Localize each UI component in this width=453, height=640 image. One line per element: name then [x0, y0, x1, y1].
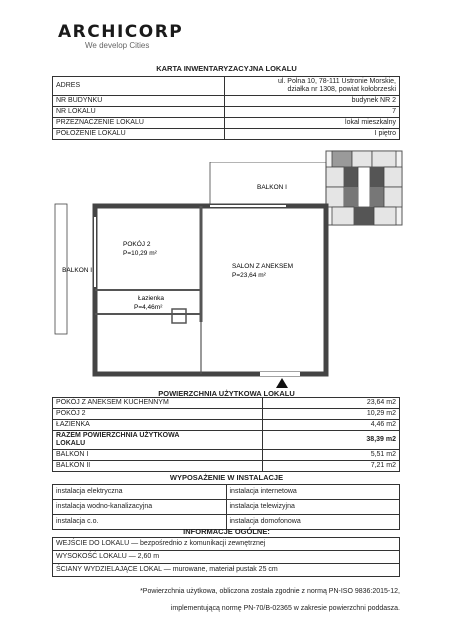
balcony-value: 5,51 m2: [263, 450, 400, 461]
room-label: Łazienka: [138, 295, 165, 302]
room-label: POKÓJ 2: [123, 241, 151, 248]
area-value: 23,64 m2: [263, 398, 400, 409]
floor-plan: [50, 162, 330, 392]
general-item: WEJŚCIE DO LOKALU — bezpośrednio z komunikacji zewnętrznej: [53, 538, 400, 551]
total-label-line-1: RAZEM POWIERZCHNIA UŻYTKOWA: [56, 432, 180, 440]
address-line-2: działka nr 1308, powiat kołobrzeski: [287, 86, 396, 94]
equipment-section-title: WYPOSAŻENIE W INSTALACJE: [169, 473, 284, 482]
logo-wordmark: ARCHICORP: [58, 22, 184, 42]
table-row: [53, 500, 400, 515]
info-label: NR LOKALU: [53, 107, 225, 118]
area-value: 10,29 m2: [263, 409, 400, 420]
table-row: [53, 409, 400, 420]
general-item: WYSOKOŚĆ LOKALU — 2,60 m: [53, 551, 400, 564]
key-plan-stair: [344, 167, 358, 187]
key-plan: [325, 150, 403, 226]
entry-arrow-icon: [276, 378, 288, 388]
equipment-item: instalacja telewizyjna: [226, 500, 400, 515]
area-value: 4,46 m2: [263, 420, 400, 431]
total-value: 38,39 m2: [263, 431, 400, 450]
info-label: ADRES: [53, 77, 225, 96]
key-plan-core: [344, 187, 358, 207]
table-row: [53, 129, 400, 140]
general-section-title: INFORMACJE OGÓLNE:: [183, 527, 270, 536]
room-area: P=23,64 m²: [232, 272, 266, 279]
unit-info-table: [52, 76, 400, 140]
table-row: [53, 96, 400, 107]
room-area: P=4,46m²: [134, 304, 163, 311]
info-value: lokal mieszkalny: [225, 118, 400, 129]
area-section-title: POWIERZCHNIA UŻYTKOWA LOKALU: [158, 389, 295, 398]
table-row: [53, 450, 400, 461]
balcony-2-label: BALKON II: [62, 267, 94, 274]
info-value: 7: [225, 107, 400, 118]
key-plan-stair: [370, 167, 384, 187]
info-value: [225, 77, 400, 96]
table-row: [53, 551, 400, 564]
info-value: I piętro: [225, 129, 400, 140]
key-plan-unit: [372, 151, 396, 167]
key-plan-core: [370, 187, 384, 207]
total-label: [53, 431, 263, 450]
balcony-1-label: BALKON I: [257, 184, 287, 191]
equipment-item: instalacja wodno-kanalizacyjna: [53, 500, 227, 515]
room-label: SALON Z ANEKSEM: [232, 263, 294, 270]
info-label: PRZEZNACZENIE LOKALU: [53, 118, 225, 129]
table-row: [53, 77, 400, 96]
info-label: NR BUDYNKU: [53, 96, 225, 107]
equipment-table: [52, 484, 400, 530]
table-row: [53, 107, 400, 118]
table-row: [53, 118, 400, 129]
general-item: ŚCIANY WYDZIELAJĄCE LOKAL — murowane, materiał pustak 25 cm: [53, 564, 400, 577]
area-label: POKÓJ 2: [53, 409, 263, 420]
table-row: [53, 538, 400, 551]
table-row: [53, 420, 400, 431]
card-title: KARTA INWENTARYZACYJNA LOKALU: [156, 64, 297, 73]
general-info-table: [52, 537, 400, 577]
equipment-item: instalacja elektryczna: [53, 485, 227, 500]
key-plan-corridor: [358, 167, 370, 207]
table-row: [53, 485, 400, 500]
key-plan-stair: [354, 207, 374, 225]
room-area: P=10,29 m²: [123, 250, 157, 257]
key-plan-unit: [332, 207, 354, 225]
area-label: ŁAZIENKA: [53, 420, 263, 431]
table-row: [53, 564, 400, 577]
table-row: [53, 461, 400, 472]
key-plan-unit: [384, 167, 402, 187]
key-plan-unit: [374, 207, 396, 225]
equipment-item: instalacja internetowa: [226, 485, 400, 500]
key-plan-unit: [384, 187, 402, 207]
balcony-label: BALKON I: [53, 450, 263, 461]
table-row: [53, 398, 400, 409]
equipment-item: instalacja domofonowa: [226, 515, 400, 530]
highlighted-unit: [332, 151, 352, 167]
area-table: [52, 397, 400, 472]
area-label: POKÓJ Z ANEKSEM KUCHENNYM: [53, 398, 263, 409]
footnote-line-1: *Powierzchnia użytkowa, obliczona została zgodnie z normą PN-ISO 9836:2015-12,: [140, 588, 400, 595]
total-row: [53, 431, 400, 450]
shaft: [172, 309, 186, 323]
address-line-1: ul. Polna 10, 78-111 Ustronie Morskie,: [277, 78, 396, 85]
footnote-line-2: implementującą normę PN-70/B-02365 w zakresie powierzchni poddasza.: [170, 605, 400, 612]
logo-tagline: We develop Cities: [85, 41, 150, 50]
company-logo: [58, 22, 218, 50]
total-label-line-2: LOKALU: [56, 440, 86, 448]
equipment-item: instalacja c.o.: [53, 515, 227, 530]
balcony-value: 7,21 m2: [263, 461, 400, 472]
balcony-label: BALKON II: [53, 461, 263, 472]
key-plan-unit: [352, 151, 372, 167]
info-value: budynek NR 2: [225, 96, 400, 107]
info-label: POŁOŻENIE LOKALU: [53, 129, 225, 140]
